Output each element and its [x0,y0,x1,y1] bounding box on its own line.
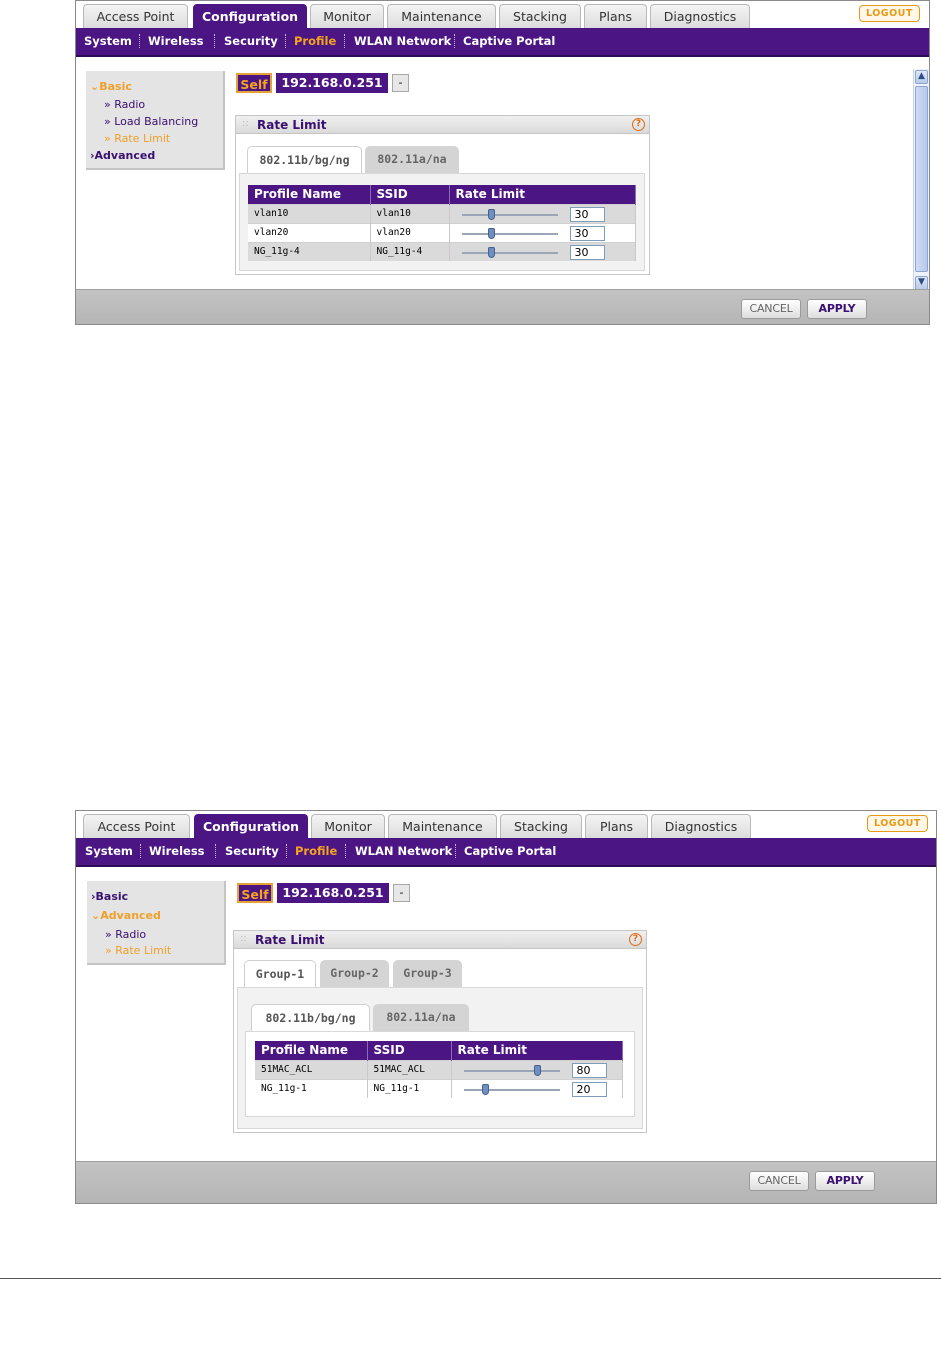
tab-plans[interactable]: Plans [585,814,648,838]
tab-configuration[interactable]: Configuration [194,814,308,838]
menu-rate-limit[interactable]: » Rate Limit [104,132,171,145]
rate-limit-table [255,1041,623,1098]
col-ssid: SSID [367,1041,451,1060]
rate-limit-panel [233,930,647,1133]
panel-title: Rate Limit [255,933,325,947]
rate-value-input[interactable]: 30 [570,207,605,222]
logout-button[interactable]: LOGOUT [859,5,920,22]
menu-advanced[interactable]: ›Advanced [90,149,156,162]
bottom-action-bar [76,289,929,325]
profile-name-cell: 51MAC_ACL [255,1060,367,1079]
tab-band-bgn[interactable]: 802.11b/bg/ng [247,146,362,173]
ssid-cell: 51MAC_ACL [367,1060,451,1079]
tab-configuration[interactable]: Configuration [193,4,307,28]
tab-maintenance[interactable]: Maintenance [388,814,497,838]
sub-navigation [76,838,936,867]
tab-group-1[interactable]: Group-1 [244,960,316,987]
table-row [248,223,636,242]
tab-access-point[interactable]: Access Point [83,814,190,838]
ssid-cell: NG_11g-4 [370,242,449,261]
cancel-button[interactable]: CANCEL [749,1171,809,1191]
chevron-right-icon: › [90,149,95,162]
screenshot-basic-rate-limit [75,0,930,325]
tab-stacking[interactable]: Stacking [499,4,581,28]
page-divider [0,1278,941,1279]
table-row [248,204,636,223]
bottom-action-bar [76,1161,936,1204]
rate-slider[interactable] [462,214,558,216]
panel-header [234,931,646,949]
rate-value-input[interactable]: 80 [572,1063,607,1078]
col-ssid: SSID [370,185,449,204]
subnav-wlan-network[interactable]: WLAN Network [354,34,452,48]
table-row [255,1079,623,1098]
grip-icon: :: [242,118,249,129]
left-menu [87,881,226,965]
profile-name-cell: vlan10 [248,204,370,223]
subnav-system[interactable]: System [85,844,133,858]
slider-knob[interactable] [534,1065,541,1076]
apply-button[interactable]: APPLY [815,1171,875,1191]
rate-limit-cell [451,1079,623,1098]
scroll-up-icon[interactable]: ▲ [915,70,928,84]
rate-value-input[interactable]: 20 [572,1082,607,1097]
tab-band-bgn[interactable]: 802.11b/bg/ng [251,1004,370,1031]
logout-button[interactable]: LOGOUT [867,815,928,832]
screenshot-advanced-rate-limit [75,810,937,1204]
tab-maintenance[interactable]: Maintenance [387,4,496,28]
tab-monitor[interactable]: Monitor [310,4,384,28]
tab-band-ana[interactable]: 802.11a/na [373,1004,469,1031]
slider-knob[interactable] [482,1084,489,1095]
ip-address: 192.168.0.251 [276,73,388,93]
subnav-captive-portal[interactable]: Captive Portal [463,34,556,48]
left-menu [86,71,225,170]
cancel-button[interactable]: CANCEL [741,299,801,319]
col-profile-name: Profile Name [248,185,370,204]
table-row [248,242,636,261]
rate-limit-cell [449,204,636,223]
content-area [76,59,929,289]
menu-load-balancing[interactable]: » Load Balancing [104,115,199,128]
menu-radio[interactable]: » Radio [105,928,147,941]
tab-diagnostics[interactable]: Diagnostics [650,4,750,28]
panel-title: Rate Limit [257,118,327,132]
rate-slider[interactable] [462,252,558,254]
tab-band-ana[interactable]: 802.11a/na [365,146,459,173]
table-row [255,1060,623,1079]
device-dropdown-button[interactable]: - [392,74,409,92]
sub-navigation [76,28,929,57]
menu-basic[interactable]: ⌄Basic [90,80,132,93]
menu-radio[interactable]: » Radio [104,98,146,111]
rate-value-input[interactable]: 30 [570,226,605,241]
rate-limit-cell [449,223,636,242]
subnav-wlan-network[interactable]: WLAN Network [355,844,453,858]
tab-monitor[interactable]: Monitor [311,814,385,838]
menu-basic[interactable]: ›Basic [91,890,129,903]
rate-slider[interactable] [462,233,558,235]
top-tab-bar [76,1,929,28]
self-badge: Self [236,73,272,93]
tab-access-point[interactable]: Access Point [83,4,188,28]
chevron-down-icon: ⌄ [90,80,100,93]
tab-group-2[interactable]: Group-2 [320,960,389,987]
menu-advanced[interactable]: ⌄Advanced [91,909,161,922]
tab-plans[interactable]: Plans [584,4,647,28]
profile-name-cell: NG_11g-1 [255,1079,367,1098]
chevron-down-icon: ⌄ [91,909,101,922]
ssid-cell: NG_11g-1 [367,1079,451,1098]
slider-knob[interactable] [488,247,495,258]
apply-button[interactable]: APPLY [807,299,867,319]
help-icon[interactable]: ? [629,933,642,946]
rate-slider[interactable] [464,1089,560,1091]
subnav-captive-portal[interactable]: Captive Portal [464,844,557,858]
menu-rate-limit[interactable]: » Rate Limit [105,944,172,957]
help-icon[interactable]: ? [632,118,645,131]
tab-group-3[interactable]: Group-3 [393,960,462,987]
subnav-system[interactable]: System [84,34,132,48]
col-profile-name: Profile Name [255,1041,367,1060]
grip-icon: :: [240,933,247,944]
chevron-right-icon: › [91,890,96,903]
rate-limit-cell [451,1060,623,1079]
rate-limit-panel [235,115,650,275]
panel-header [236,116,649,134]
profile-name-cell: NG_11g-4 [248,242,370,261]
ip-address: 192.168.0.251 [277,883,389,903]
self-badge: Self [237,883,273,903]
ssid-cell: vlan10 [370,204,449,223]
ssid-cell: vlan20 [370,223,449,242]
top-tab-bar [76,811,936,838]
profile-name-cell: vlan20 [248,223,370,242]
col-rate-limit: Rate Limit [451,1041,623,1060]
subnav-profile[interactable]: Profile [295,844,338,858]
col-rate-limit: Rate Limit [449,185,636,204]
content-area [76,869,936,1161]
subnav-wireless[interactable]: Wireless [148,34,204,48]
rate-limit-table [248,185,636,261]
subnav-profile[interactable]: Profile [294,34,337,48]
device-dropdown-button[interactable]: - [393,884,410,902]
rate-value-input[interactable]: 30 [570,245,605,260]
rate-slider[interactable] [464,1070,560,1072]
scroll-thumb[interactable] [915,86,928,272]
subnav-security[interactable]: Security [224,34,278,48]
slider-knob[interactable] [488,228,495,239]
scroll-down-icon[interactable]: ▼ [915,276,928,290]
subnav-wireless[interactable]: Wireless [149,844,205,858]
rate-limit-cell [449,242,636,261]
tab-stacking[interactable]: Stacking [500,814,582,838]
slider-knob[interactable] [488,209,495,220]
vertical-scrollbar[interactable] [913,69,929,291]
tab-diagnostics[interactable]: Diagnostics [651,814,751,838]
subnav-security[interactable]: Security [225,844,279,858]
